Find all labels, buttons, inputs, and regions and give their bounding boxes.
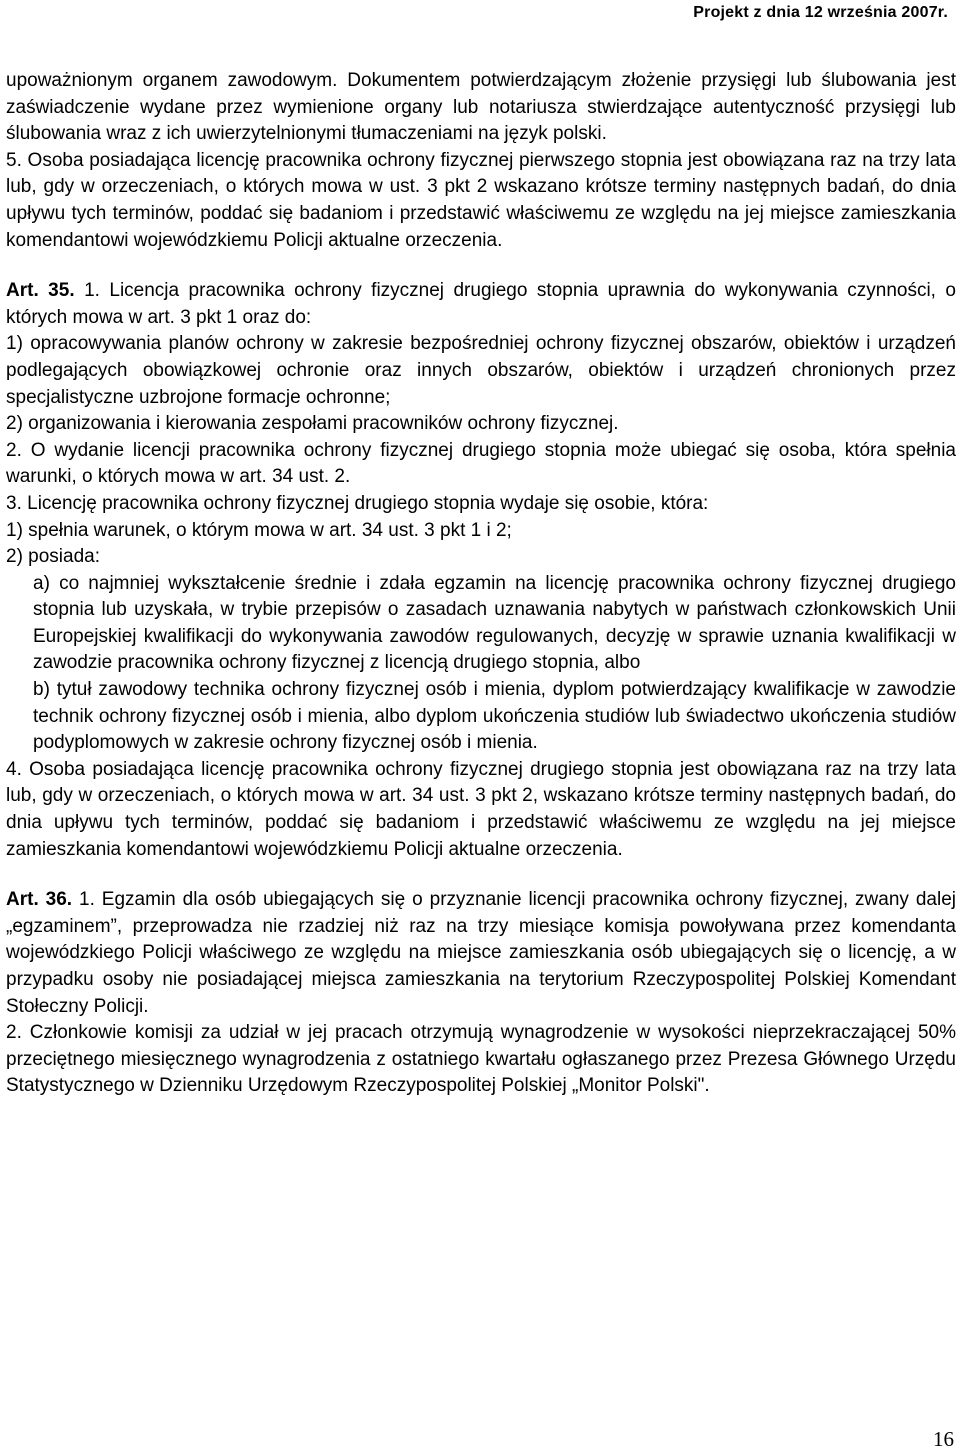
paragraph-continuation: upoważnionym organem zawodowym. Dokumentem potwierdzającym złożenie przysięgi lub ślubowania jest zaświadczenie wydane przez wymienione organy lub notariusza stwierdzające autentyczność przysięgi lub ślubowania wraz z ich uwierzytelnionymi tłumaczeniami na język polski. [6,70,956,145]
art-35-text: 1. Licencja pracownika ochrony fizycznej drugiego stopnia uprawnia do wykonywania czynności, o których mowa w art. 3 pkt 1 oraz do: [6,280,956,328]
art-35-p3-item-2: 2) posiada: [6,546,101,568]
art-36-text: 1. Egzamin dla osób ubiegających się o przyznanie licencji pracownika ochrony fizycznej, zwany dalej „egzaminem”, przeprowadza nie rzadziej niż raz na trzy miesiące komisja powoływana przez komendanta wojewódzkiego Policji właściwego ze względu na miejsce zamieszkania osób ubiegających się o licencję, a w przypadku osoby nie posiadającej miejsca zamieszkania na terytorium Rzeczypospolitej Polskiej Komendant Stołeczny Policji. [6,889,956,1017]
art-35-p3-item-2b: b) tytuł zawodowy technika ochrony fizycznej osób i mienia, dyplom potwierdzający kwalifikacje w zawodzie technik ochrony fizycznej osób i mienia, albo dyplom ukończenia studiów lub świadectwo ukończenia studiów podyplomowych w zakresie ochrony fizycznej osób i mienia. [33,679,956,754]
art-35-paragraph-4: 4. Osoba posiadająca licencję pracownika ochrony fizycznej drugiego stopnia jest obowiązana raz na trzy lata lub, gdy w orzeczeniach, o których mowa w art. 34 ust. 3 pkt 2, wskazano krótsze terminy następnych badań, do dnia upływu tych terminów, poddać się badaniom i przedstawić właściwemu ze względu na jej miejsce zamieszkania komendantowi wojewódzkiemu Policji aktualne orzeczenia. [6,758,956,860]
art-36-label: Art. 36. [6,889,73,911]
spacer [6,863,956,887]
spacer [6,254,956,278]
art-35-p3-item-1: 1) spełnia warunek, o którym mowa w art. 34 ust. 3 pkt 1 i 2; [6,519,512,541]
art-35-item-2: 2) organizowania i kierowania zespołami pracowników ochrony fizycznej. [6,413,619,435]
paragraph-ust-5: 5. Osoba posiadająca licencję pracownika ochrony fizycznej pierwszego stopnia jest obowiązana raz na trzy lata lub, gdy w orzeczeniach, o których mowa w ust. 3 pkt 2 wskazano krótsze terminy następnych badań, do dnia upływu tych terminów, poddać się badaniom i przedstawić właściwemu ze względu na jej miejsce zamieszkania komendantowi wojewódzkiemu Policji aktualne orzeczenia. [6,149,956,251]
document-body [6,68,956,1100]
art-35-label: Art. 35. [6,280,75,302]
art-35-paragraph-3: 3. Licencję pracownika ochrony fizycznej drugiego stopnia wydaje się osobie, która: [6,492,709,514]
art-35-item-1: 1) opracowywania planów ochrony w zakresie bezpośredniej ochrony fizycznej obszarów, obiektów i urządzeń podlegających obowiązkowej ochronie oraz innych obszarów, obiektów i urządzeń chronionych przez specjalistyczne uzbrojone formacje ochronne; [6,333,956,408]
document-header: Projekt z dnia 12 września 2007r. [693,4,948,21]
art-36-paragraph-2: 2. Członkowie komisji za udział w jej pracach otrzymują wynagrodzenie w wysokości nieprzekraczającej 50% przeciętnego miesięcznego wynagrodzenia z ostatniego kwartału ogłaszanego przez Prezesa Głównego Urzędu Statystycznego w Dzienniku Urzędowym Rzeczypospolitej Polskiej „Monitor Polski". [6,1022,956,1097]
page-number: 16 [933,1427,954,1451]
art-36-paragraph-1 [6,887,956,1020]
art-35-paragraph-2: 2. O wydanie licencji pracownika ochrony fizycznej drugiego stopnia może ubiegać się osoba, która spełnia warunki, o których mowa w art. 34 ust. 2. [6,439,956,488]
art-35-p3-item-2a: a) co najmniej wykształcenie średnie i zdała egzamin na licencję pracownika ochrony fizycznej drugiego stopnia lub uzyskała, w trybie przepisów o zasadach uznawania nabytych w państwach członkowskich Unii Europejskiej kwalifikacji do wykonywania zawodów regulowanych, decyzję w sprawie uznania kwalifikacji w zawodzie pracownika ochrony fizycznej z licencją drugiego stopnia, albo [33,572,956,674]
art-35-paragraph-1 [6,278,956,331]
